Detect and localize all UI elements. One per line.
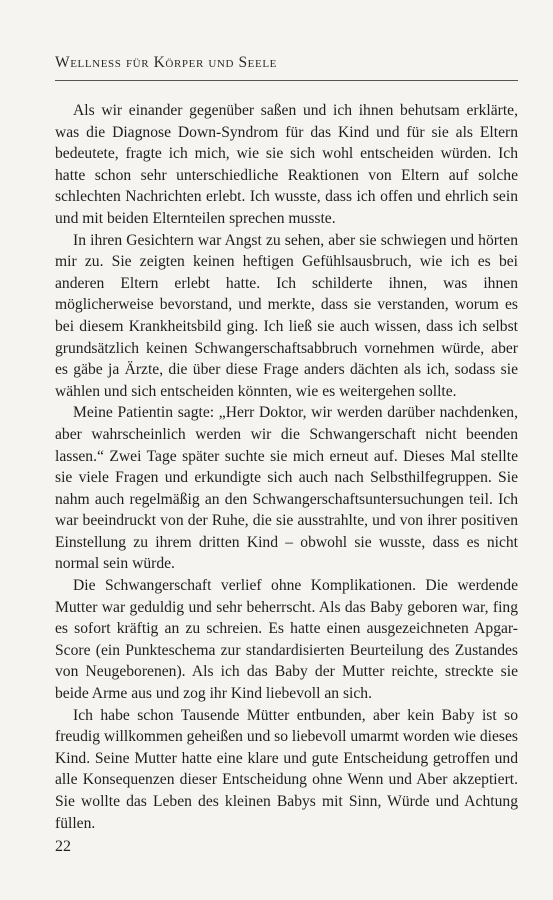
header-rule [55, 80, 518, 81]
paragraph: In ihren Gesichtern war Angst zu sehen, aber sie schwiegen und hörten mir zu. Sie zeigten keinen heftigen Gefühlsausbruch, wie ich es bei anderen Eltern erlebt hatte. Ich schilderte ihnen, was ihnen möglicherweise bevorstand, und merkte, dass sie verstanden, worum es bei diesem Krankheitsbild ging. Ich ließ sie auch wissen, dass ich selbst grundsätzlich keinen Schwangerschaftsabbruch vornehmen würde, aber es gäbe ja Ärzte, die über diese Frage anders dächten als ich, sodass sie wählen und sich entscheiden könnten, wie es weitergehen sollte. [55, 231, 518, 400]
paragraph: Ich habe schon Tausende Mütter entbunden, aber kein Baby ist so freudig willkommen geheißen und so liebevoll umarmt worden wie dieses Kind. Seine Mutter hatte eine klare und gute Entscheidung getroffen und alle Konsequenzen dieser Entscheidung ohne Wenn und Aber akzeptiert. Sie wollte das Leben des kleinen Babys mit Sinn, Würde und Achtung füllen. [55, 706, 518, 832]
running-head: Wellness für Körper und Seele [55, 54, 277, 71]
paragraph: Die Schwangerschaft verlief ohne Komplikationen. Die werdende Mutter war geduldig und sehr beherrscht. Als das Baby geboren war, fing es sofort kräftig an zu schreien. Es hatte einen ausgezeichneten Apgar-Score (ein Punkteschema zur standardisierten Beurteilung des Zustandes von Neugeborenen). Als ich das Baby der Mutter reichte, streckte sie beide Arme aus und zog ihr Kind liebevoll an sich. [55, 577, 518, 703]
body-text [55, 100, 518, 834]
paragraph: Als wir einander gegenüber saßen und ich ihnen behutsam erklärte, was die Diagnose Down-Syndrom für das Kind und für sie als Eltern bedeutete, fragte ich mich, wie sie sich wohl entscheiden würden. Ich hatte schon sehr unterschiedliche Reaktionen von Eltern auf solche schlechten Nachrichten erlebt. Ich wusste, dass ich offen und ehrlich sein und mit beiden Elternteilen sprechen musste. [55, 102, 518, 227]
paragraph: Meine Patientin sagte: „Herr Doktor, wir werden darüber nachdenken, aber wahrscheinlich werden wir die Schwangerschaft nicht beenden lassen.“ Zwei Tage später suchte sie mich erneut auf. Dieses Mal stellte sie viele Fragen und erkundigte sich auch nach Selbsthilfegruppen. Sie nahm auch regelmäßig an den Schwangerschaftsuntersuchungen teil. Ich war beeindruckt von der Ruhe, die sie ausstrahlte, und von ihrer positiven Einstellung zu ihrem dritten Kind – obwohl sie wusste, dass es nicht normal sein würde. [55, 404, 518, 573]
page-number: 22 [55, 838, 71, 855]
